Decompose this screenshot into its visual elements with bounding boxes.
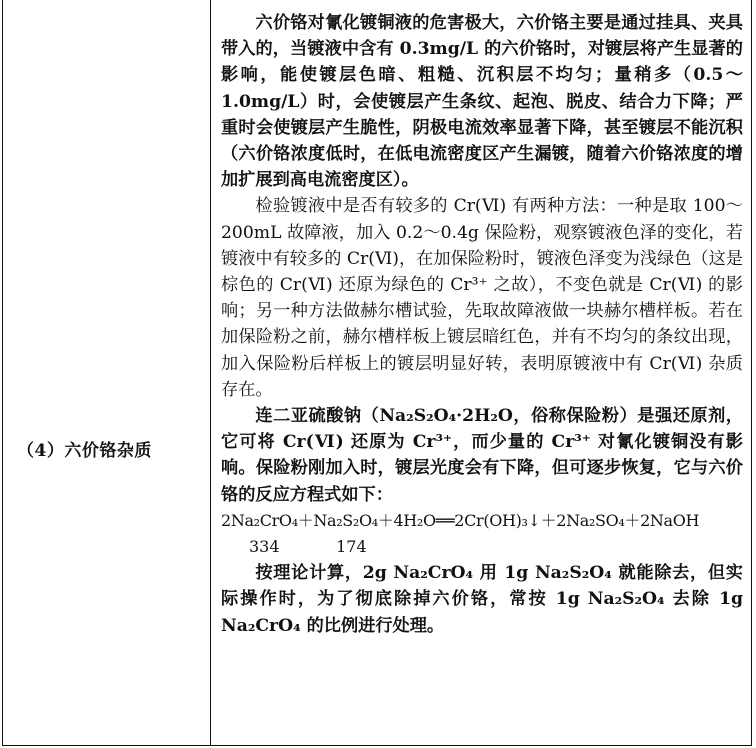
paragraph-calculation: 按理论计算，2g Na₂CrO₄ 用 1g Na₂S₂O₄ 就能除去，但实际操作时，为了彻底除掉六价铬，常按 1g Na₂S₂O₄ 去除 1g Na₂CrO₄ 的比例进行处理。 — [221, 563, 743, 636]
molar-mass-na2s2o4: 174 — [336, 537, 367, 557]
row-label: （4）六价铬杂质 — [17, 441, 152, 461]
paragraph-detection: 检验镀液中是否有较多的 Cr(Ⅵ) 有两种方法：一种是取 100～200mL 故障液，加入 0.2～0.4g 保险粉，观察镀液色泽的变化，若镀液中有较多的 Cr(Ⅵ)，在加保险粉时，镀液色泽变为浅绿色（这是棕色的 Cr(Ⅵ) 还原为绿色的 Cr³⁺ 之故），不变色就是 Cr(Ⅵ) 的影响；另一种方法做赫尔槽试验，先取故障液做一块赫尔槽样板。若在加保险粉之前，赫尔槽样板上镀层暗红色，并有不均匀的条纹出现，加入保险粉后样板上的镀层明显好转，表明原镀液中有 Cr(Ⅵ) 杂质存在。 — [221, 196, 743, 400]
description-cell — [221, 10, 743, 639]
reaction-equation: 2Na₂CrO₄＋Na₂S₂O₄＋4H₂O══2Cr(OH)₃↓＋2Na₂SO₄＋2NaOH — [221, 510, 700, 530]
paragraph-hazards: 六价铬对氰化镀铜液的危害极大，六价铬主要是通过挂具、夹具带入的，当镀液中含有 0.3mg/L 的六价铬时，对镀层将产生显著的影响，能使镀层色暗、粗糙、沉积层不均匀；量稍多（0.5～1.0mg/L）时，会使镀层产生条纹、起泡、脱皮、结合力下降；严重时会使镀层产生脆性，阴极电流效率显著下降，甚至镀层不能沉积（六价铬浓度低时，在低电流密度区产生漏镀，随着六价铬浓度的增加扩展到高电流密度区）。 — [221, 13, 743, 191]
paragraph-reducing-agent: 连二亚硫酸钠（Na₂S₂O₄·2H₂O，俗称保险粉）是强还原剂，它可将 Cr(Ⅵ) 还原为 Cr³⁺，而少量的 Cr³⁺ 对氰化镀铜没有影响。保险粉刚加入时，镀层光度会有下降，但可逐步恢复，它与六价铬的反应方程式如下： — [221, 406, 743, 505]
molar-mass-row — [221, 534, 743, 560]
impurity-table — [2, 0, 752, 746]
molar-mass-na2cro4: 334 — [249, 537, 280, 557]
row-label-cell — [3, 0, 211, 745]
